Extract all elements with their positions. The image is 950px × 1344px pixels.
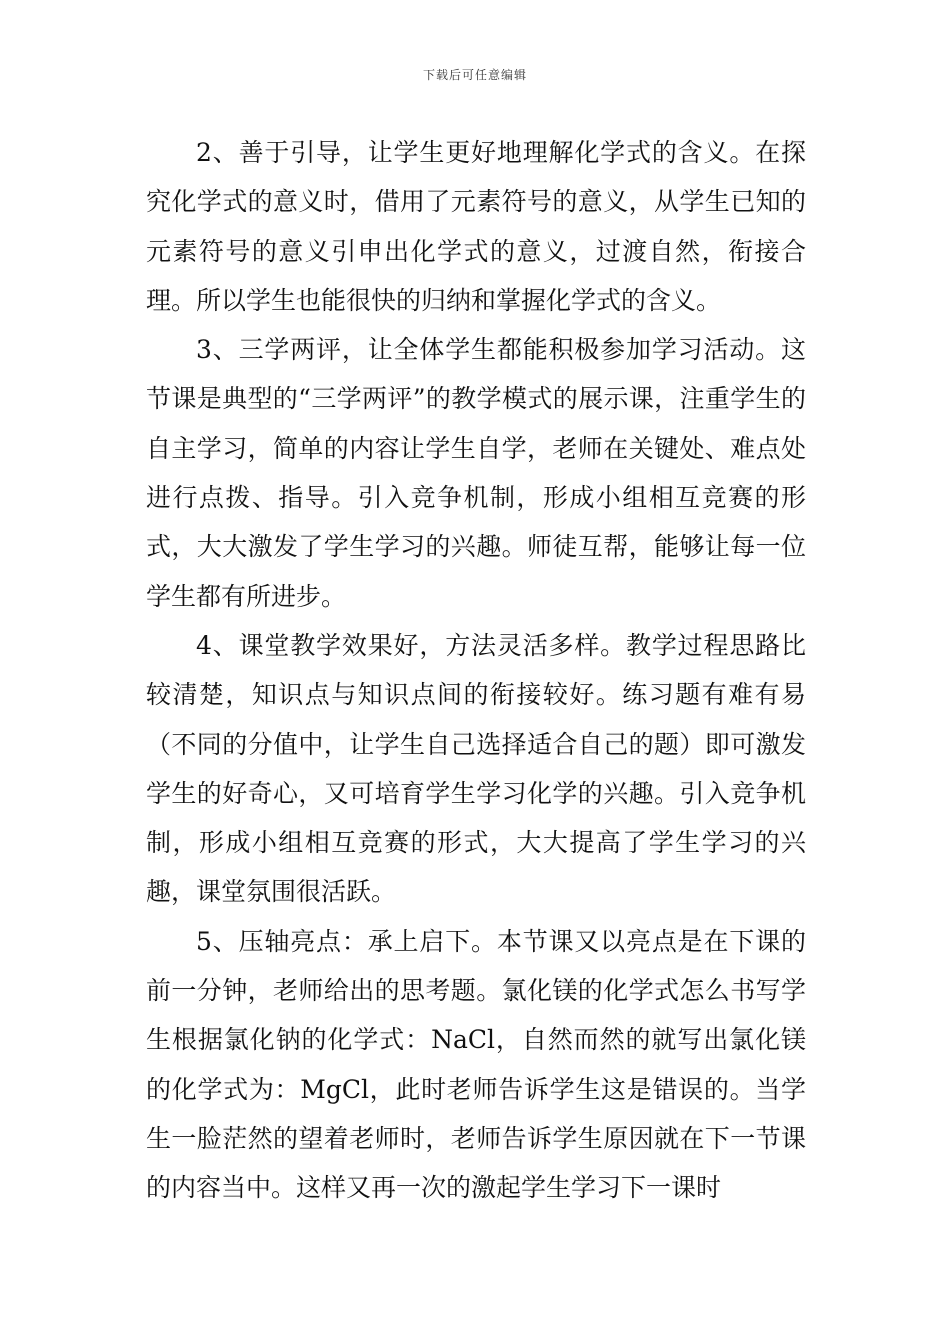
paragraph-3: 3、三学两评，让全体学生都能积极参加学习活动。这节课是典型的“三学两评”的教学模式的展示课，注重学生的自主学习，简单的内容让学生自学，老师在关键处、难点处进行点拨、指导。引入竞争机制，形成小组相互竞赛的形式，大大激发了学生学习的兴趣。师徒互帮，能够让每一位学生都有所进步。	[146, 335, 806, 611]
page-header: 下载后可任意编辑	[422, 68, 527, 82]
paragraph-4: 4、课堂教学效果好，方法灵活多样。教学过程思路比较清楚，知识点与知识点间的衔接较好。练习题有难有易（不同的分值中，让学生自己选择适合自己的题）即可激发学生的好奇心，又可培育学生学习化学的兴趣。引入竞争机制，形成小组相互竞赛的形式，大大提高了学生学习的兴趣，课堂氛围很活跃。	[146, 630, 806, 907]
paragraph-5: 5、压轴亮点：承上启下。本节课又以亮点是在下课的前一分钟，老师给出的思考题。氯化镁的化学式怎么书写学生根据氯化钠的化学式：NaCl，自然而然的就写出氯化镁的化学式为：MgCl，此时老师告诉学生这是错误的。当学生一脸茫然的望着老师时，老师告诉学生原因就在下一节课的内容当中。这样又再一次的激起学生学习下一课时	[146, 926, 806, 1203]
document-body	[146, 128, 806, 1213]
paragraph-2: 2、善于引导，让学生更好地理解化学式的含义。在探究化学式的意义时，借用了元素符号的意义，从学生已知的元素符号的意义引申出化学式的意义，过渡自然，衔接合理。所以学生也能很快的归纳和掌握化学式的含义。	[146, 138, 806, 315]
